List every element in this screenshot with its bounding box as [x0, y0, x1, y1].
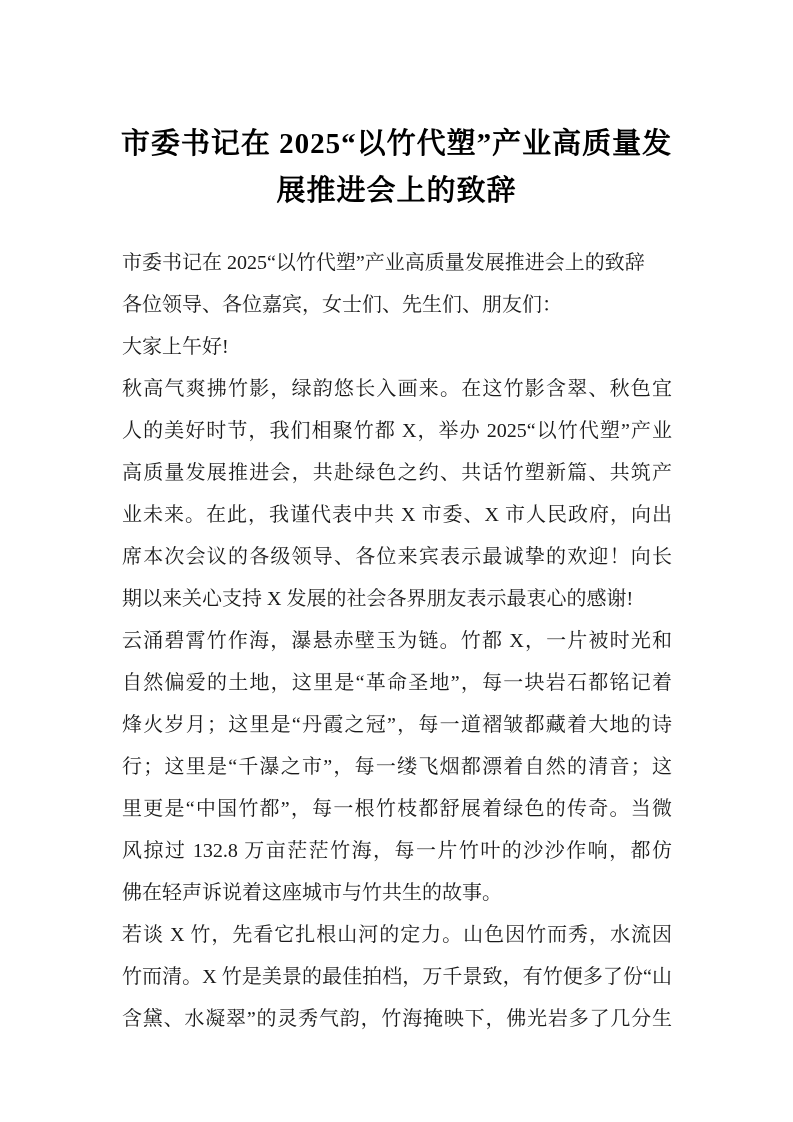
document-title-line-1: 市委书记在 2025“以竹代塑”产业高质量发 [120, 128, 673, 160]
document-title-line-2: 展推进会上的致辞 [276, 175, 517, 207]
body-line: 市委书记在 2025“以竹代塑”产业高质量发展推进会上的致辞 [122, 252, 645, 274]
paragraph [122, 326, 672, 368]
body-line: 大家上午好! [122, 336, 229, 358]
body-line: 高质量发展推进会，共赴绿色之约、共话竹塑新篇、共筑产 [122, 462, 672, 484]
body-line: 行；这里是“千瀑之市”，每一缕飞烟都漂着自然的清音；这 [122, 756, 672, 778]
paragraph [122, 620, 672, 914]
body-line: 期以来关心支持 X 发展的社会各界朋友表示最衷心的感谢! [122, 588, 634, 610]
paragraph [122, 368, 672, 620]
body-line: 风掠过 132.8 万亩茫茫竹海，每一片竹叶的沙沙作响，都仿 [122, 840, 672, 862]
body-line: 各位领导、各位嘉宾，女士们、先生们、朋友们： [122, 294, 562, 316]
body-line: 里更是“中国竹都”，每一根竹枝都舒展着绿色的传奇。当微 [122, 798, 672, 820]
body-line: 烽火岁月；这里是“丹霞之冠”，每一道褶皱都藏着大地的诗 [122, 714, 672, 736]
document-body [0, 242, 793, 1040]
body-line: 含黛、水凝翠”的灵秀气韵，竹海掩映下，佛光岩多了几分生 [122, 1008, 672, 1030]
paragraph [122, 914, 672, 1040]
body-line: 人的美好时节，我们相聚竹都 X，举办 2025“以竹代塑”产业 [122, 420, 672, 442]
paragraph [122, 242, 672, 284]
body-line: 云涌碧霄竹作海，瀑悬赤壁玉为链。竹都 X，一片被时光和 [122, 630, 672, 652]
body-line: 业未来。在此，我谨代表中共 X 市委、X 市人民政府，向出 [122, 504, 672, 526]
body-line: 若谈 X 竹，先看它扎根山河的定力。山色因竹而秀，水流因 [122, 924, 672, 946]
paragraph [122, 284, 672, 326]
body-line: 席本次会议的各级领导、各位来宾表示最诚挚的欢迎！向长 [122, 546, 672, 568]
document-title [0, 0, 793, 215]
body-line: 佛在轻声诉说着这座城市与竹共生的故事。 [122, 882, 502, 904]
body-line: 秋高气爽拂竹影，绿韵悠长入画来。在这竹影含翠、秋色宜 [122, 378, 672, 400]
body-line: 自然偏爱的土地，这里是“革命圣地”，每一块岩石都铭记着 [122, 672, 672, 694]
body-line: 竹而清。X 竹是美景的最佳拍档，万千景致，有竹便多了份“山 [122, 966, 672, 988]
